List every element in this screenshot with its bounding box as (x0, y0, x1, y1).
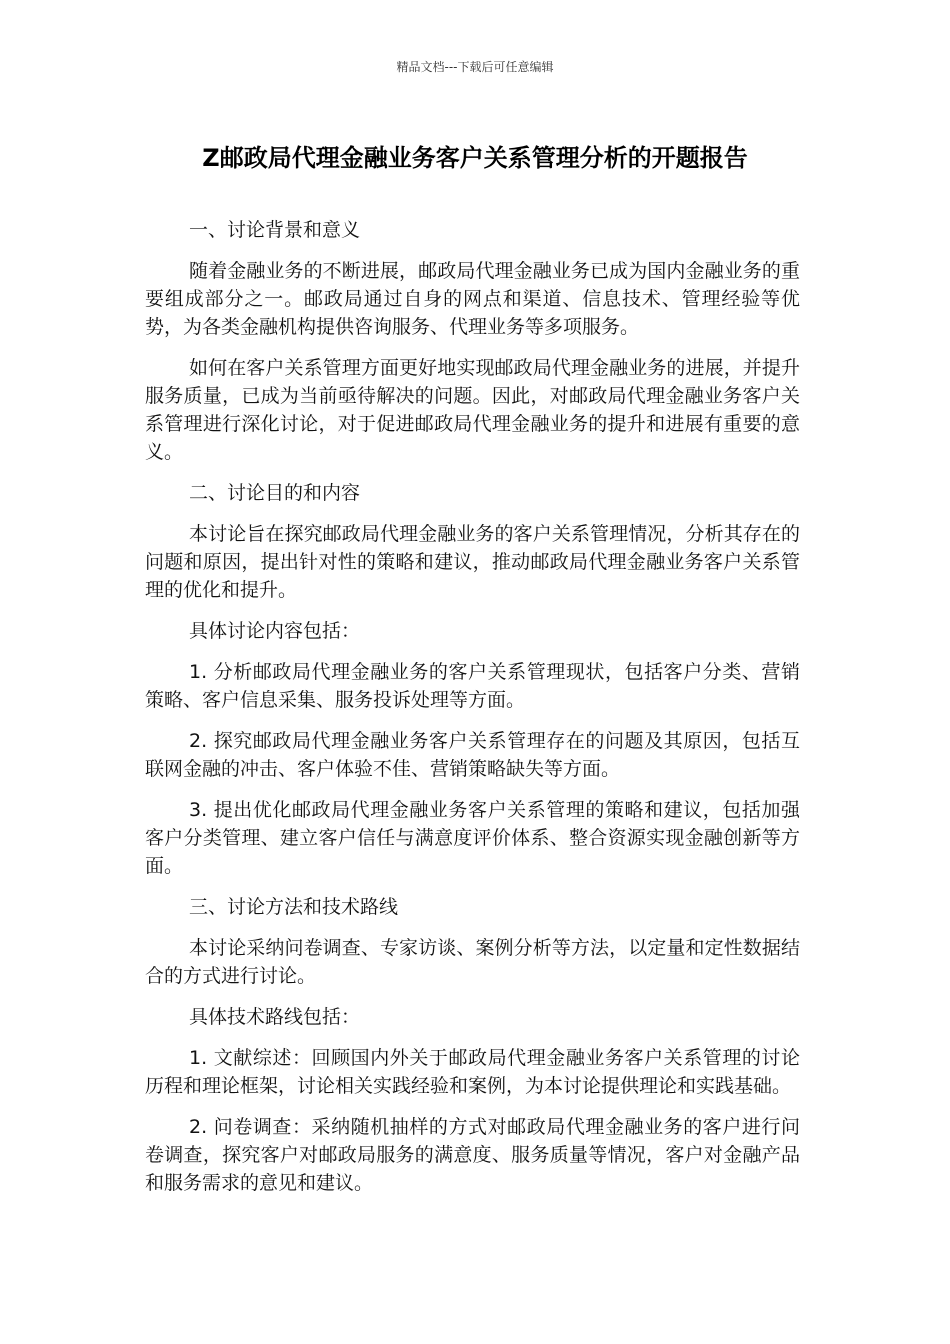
document-body (145, 216, 800, 1210)
paragraph-methods: 本讨论采纳问卷调查、专家访谈、案例分析等方法，以定量和定性数据结合的方式进行讨论。 (145, 937, 800, 987)
document-title: Z邮政局代理金融业务客户关系管理分析的开题报告 (202, 144, 748, 172)
paragraph-background-2: 如何在客户关系管理方面更好地实现邮政局代理金融业务的进展，并提升服务质量，已成为当前亟待解决的问题。因此，对邮政局代理金融业务客户关系管理进行深化讨论，对于促进邮政局代理金融业务的提升和进展有重要的意义。 (145, 357, 800, 463)
list-item-content-3: 3. 提出优化邮政局代理金融业务客户关系管理的策略和建议，包括加强客户分类管理、建立客户信任与满意度评价体系、整合资源实现金融创新等方面。 (145, 799, 800, 877)
paragraph-purpose: 本讨论旨在探究邮政局代理金融业务的客户关系管理情况，分析其存在的问题和原因，提出针对性的策略和建议，推动邮政局代理金融业务客户关系管理的优化和提升。 (145, 523, 800, 601)
section-heading-purpose: 二、讨论目的和内容 (189, 482, 361, 504)
list-item-content-1: 1. 分析邮政局代理金融业务的客户关系管理现状，包括客户分类、营销策略、客户信息采集、服务投诉处理等方面。 (145, 661, 800, 711)
section-heading-background: 一、讨论背景和意义 (189, 219, 361, 241)
paragraph-content-intro: 具体讨论内容包括： (189, 620, 361, 642)
header-note: 精品文档---下载后可任意编辑 (396, 60, 554, 74)
list-item-content-2: 2. 探究邮政局代理金融业务客户关系管理存在的问题及其原因，包括互联网金融的冲击、客户体验不佳、营销策略缺失等方面。 (145, 730, 800, 780)
paragraph-background-1: 随着金融业务的不断进展，邮政局代理金融业务已成为国内金融业务的重要组成部分之一。邮政局通过自身的网点和渠道、信息技术、管理经验等优势，为各类金融机构提供咨询服务、代理业务等多项服务。 (145, 260, 800, 338)
section-heading-methods: 三、讨论方法和技术路线 (189, 896, 399, 918)
list-item-route-2: 2. 问卷调查：采纳随机抽样的方式对邮政局代理金融业务的客户进行问卷调查，探究客户对邮政局服务的满意度、服务质量等情况，客户对金融产品和服务需求的意见和建议。 (145, 1116, 800, 1194)
paragraph-route-intro: 具体技术路线包括： (189, 1006, 361, 1028)
list-item-route-1: 1. 文献综述：回顾国内外关于邮政局代理金融业务客户关系管理的讨论历程和理论框架，讨论相关实践经验和案例，为本讨论提供理论和实践基础。 (145, 1047, 800, 1097)
